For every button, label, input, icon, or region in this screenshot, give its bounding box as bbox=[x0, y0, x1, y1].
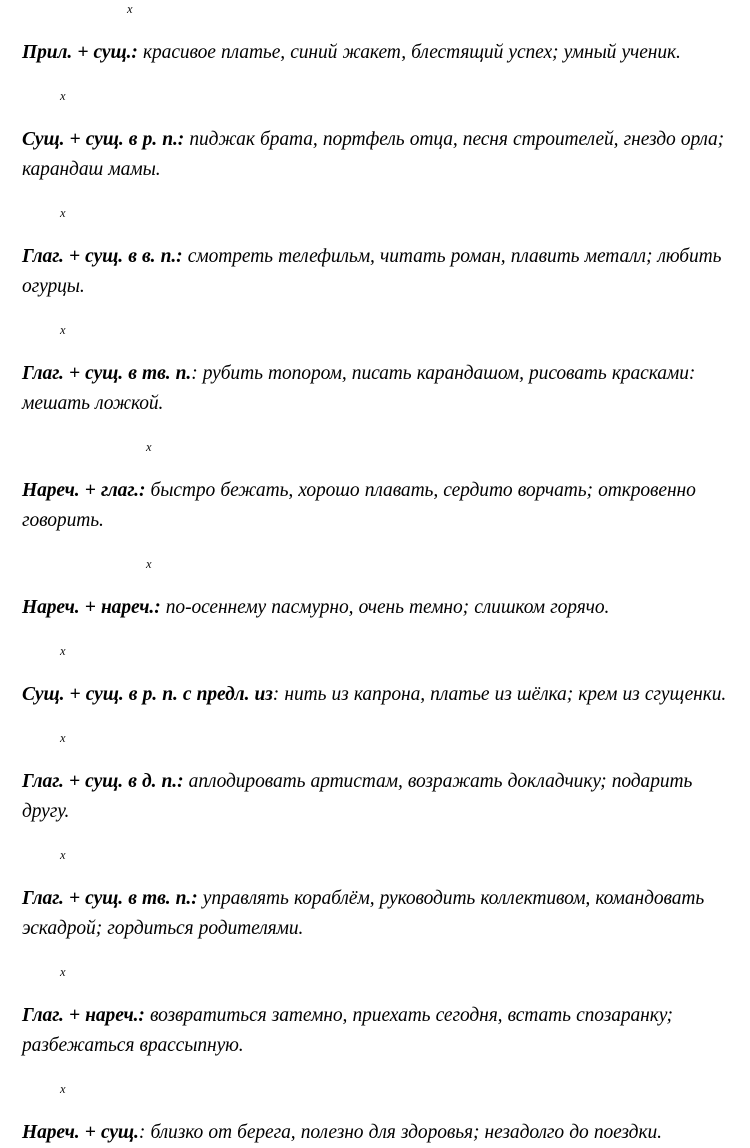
label-separator: : bbox=[131, 41, 138, 63]
entry-line bbox=[22, 680, 738, 710]
head-word-marker bbox=[22, 555, 738, 573]
label-separator: : bbox=[176, 245, 183, 267]
grammar-entry bbox=[0, 846, 750, 944]
entry-line bbox=[22, 1118, 738, 1148]
label-separator: : bbox=[138, 1004, 145, 1026]
label-separator: : bbox=[177, 770, 184, 792]
pattern-label: Прил. + сущ. bbox=[22, 41, 132, 63]
pattern-examples: нить из капрона, платье из шёлка; крем из сгущенки. bbox=[284, 683, 727, 705]
marker-glyph: x bbox=[60, 323, 66, 337]
pattern-label: Глаг. + сущ. в тв. п. bbox=[22, 362, 192, 384]
marker-glyph: x bbox=[60, 848, 66, 862]
entry-line bbox=[22, 125, 738, 185]
entry-line bbox=[22, 1001, 738, 1061]
head-word-marker bbox=[22, 87, 738, 105]
head-word-marker bbox=[22, 642, 738, 660]
pattern-label: Нареч. + сущ. bbox=[22, 1121, 139, 1143]
label-separator: : bbox=[177, 128, 185, 150]
pattern-examples: близко от берега, полезно для здоровья; незадолго до поездки. bbox=[150, 1121, 662, 1143]
marker-glyph: x bbox=[127, 2, 133, 16]
grammar-entry bbox=[0, 204, 750, 302]
label-separator: : bbox=[138, 479, 146, 501]
head-word-marker bbox=[22, 0, 738, 18]
head-word-marker bbox=[22, 321, 738, 339]
head-word-marker bbox=[22, 729, 738, 747]
head-word-marker bbox=[22, 204, 738, 222]
pattern-label: Сущ. + сущ. в р. п. bbox=[22, 128, 178, 150]
head-word-marker bbox=[22, 438, 738, 456]
label-separator: : bbox=[272, 683, 280, 705]
entry-line bbox=[22, 359, 738, 419]
entry-line bbox=[22, 767, 738, 827]
grammar-entry bbox=[0, 642, 750, 710]
pattern-examples: управлять кораблём, руководить коллективом, командовать эскадрой; гордиться родителями. bbox=[22, 887, 705, 939]
pattern-examples: смотреть телефильм, читать роман, плавить металл; любить огурцы. bbox=[22, 245, 722, 297]
entry-line bbox=[22, 242, 738, 302]
label-separator: : bbox=[154, 596, 161, 618]
entry-line bbox=[22, 476, 738, 536]
pattern-label: Глаг. + сущ. в тв. п. bbox=[22, 887, 192, 909]
grammar-entry bbox=[0, 321, 750, 419]
marker-glyph: x bbox=[60, 206, 66, 220]
pattern-label: Глаг. + сущ. в в. п. bbox=[22, 245, 177, 267]
pattern-examples: красивое платье, синий жакет, блестящий успех; умный ученик. bbox=[143, 41, 681, 63]
entry-line bbox=[22, 884, 738, 944]
pattern-label: Сущ. + сущ. в р. п. с предл. из bbox=[22, 683, 273, 705]
grammar-entry bbox=[0, 963, 750, 1061]
pattern-label: Нареч. + нареч. bbox=[22, 596, 155, 618]
grammar-entry bbox=[0, 0, 750, 68]
head-word-marker bbox=[22, 963, 738, 981]
entry-line bbox=[22, 593, 738, 623]
marker-glyph: x bbox=[60, 89, 66, 103]
marker-glyph: x bbox=[60, 731, 66, 745]
pattern-examples: быстро бежать, хорошо плавать, сердито ворчать; откровенно говорить. bbox=[22, 479, 696, 531]
pattern-examples: возвратиться затемно, приехать сегодня, встать спозаранку; разбежаться врассыпную. bbox=[22, 1004, 673, 1056]
pattern-examples: пиджак брата, портфель отца, песня строителей, гнездо орла; карандаш мамы. bbox=[22, 128, 725, 180]
head-word-marker bbox=[22, 1080, 738, 1098]
pattern-label: Глаг. + сущ. в д. п. bbox=[22, 770, 178, 792]
marker-glyph: x bbox=[60, 644, 66, 658]
grammar-entry bbox=[0, 1080, 750, 1148]
grammar-entry bbox=[0, 87, 750, 185]
label-separator: : bbox=[138, 1121, 146, 1143]
pattern-label: Глаг. + нареч. bbox=[22, 1004, 139, 1026]
grammar-entry bbox=[0, 438, 750, 536]
pattern-examples: аплодировать артистам, возражать докладчику; подарить другу. bbox=[22, 770, 693, 822]
label-separator: : bbox=[191, 887, 198, 909]
marker-glyph: x bbox=[146, 557, 152, 571]
marker-glyph: x bbox=[146, 440, 152, 454]
pattern-examples: рубить топором, писать карандашом, рисовать красками: мешать ложкой. bbox=[22, 362, 696, 414]
marker-glyph: x bbox=[60, 1082, 66, 1096]
head-word-marker bbox=[22, 846, 738, 864]
grammar-entry bbox=[0, 729, 750, 827]
grammar-entry bbox=[0, 555, 750, 623]
label-separator: : bbox=[191, 362, 198, 384]
pattern-label: Нареч. + глаг. bbox=[22, 479, 139, 501]
marker-glyph: x bbox=[60, 965, 66, 979]
pattern-examples: по-осеннему пасмурно, очень темно; слишком горячо. bbox=[165, 596, 610, 618]
entry-line bbox=[22, 38, 738, 68]
